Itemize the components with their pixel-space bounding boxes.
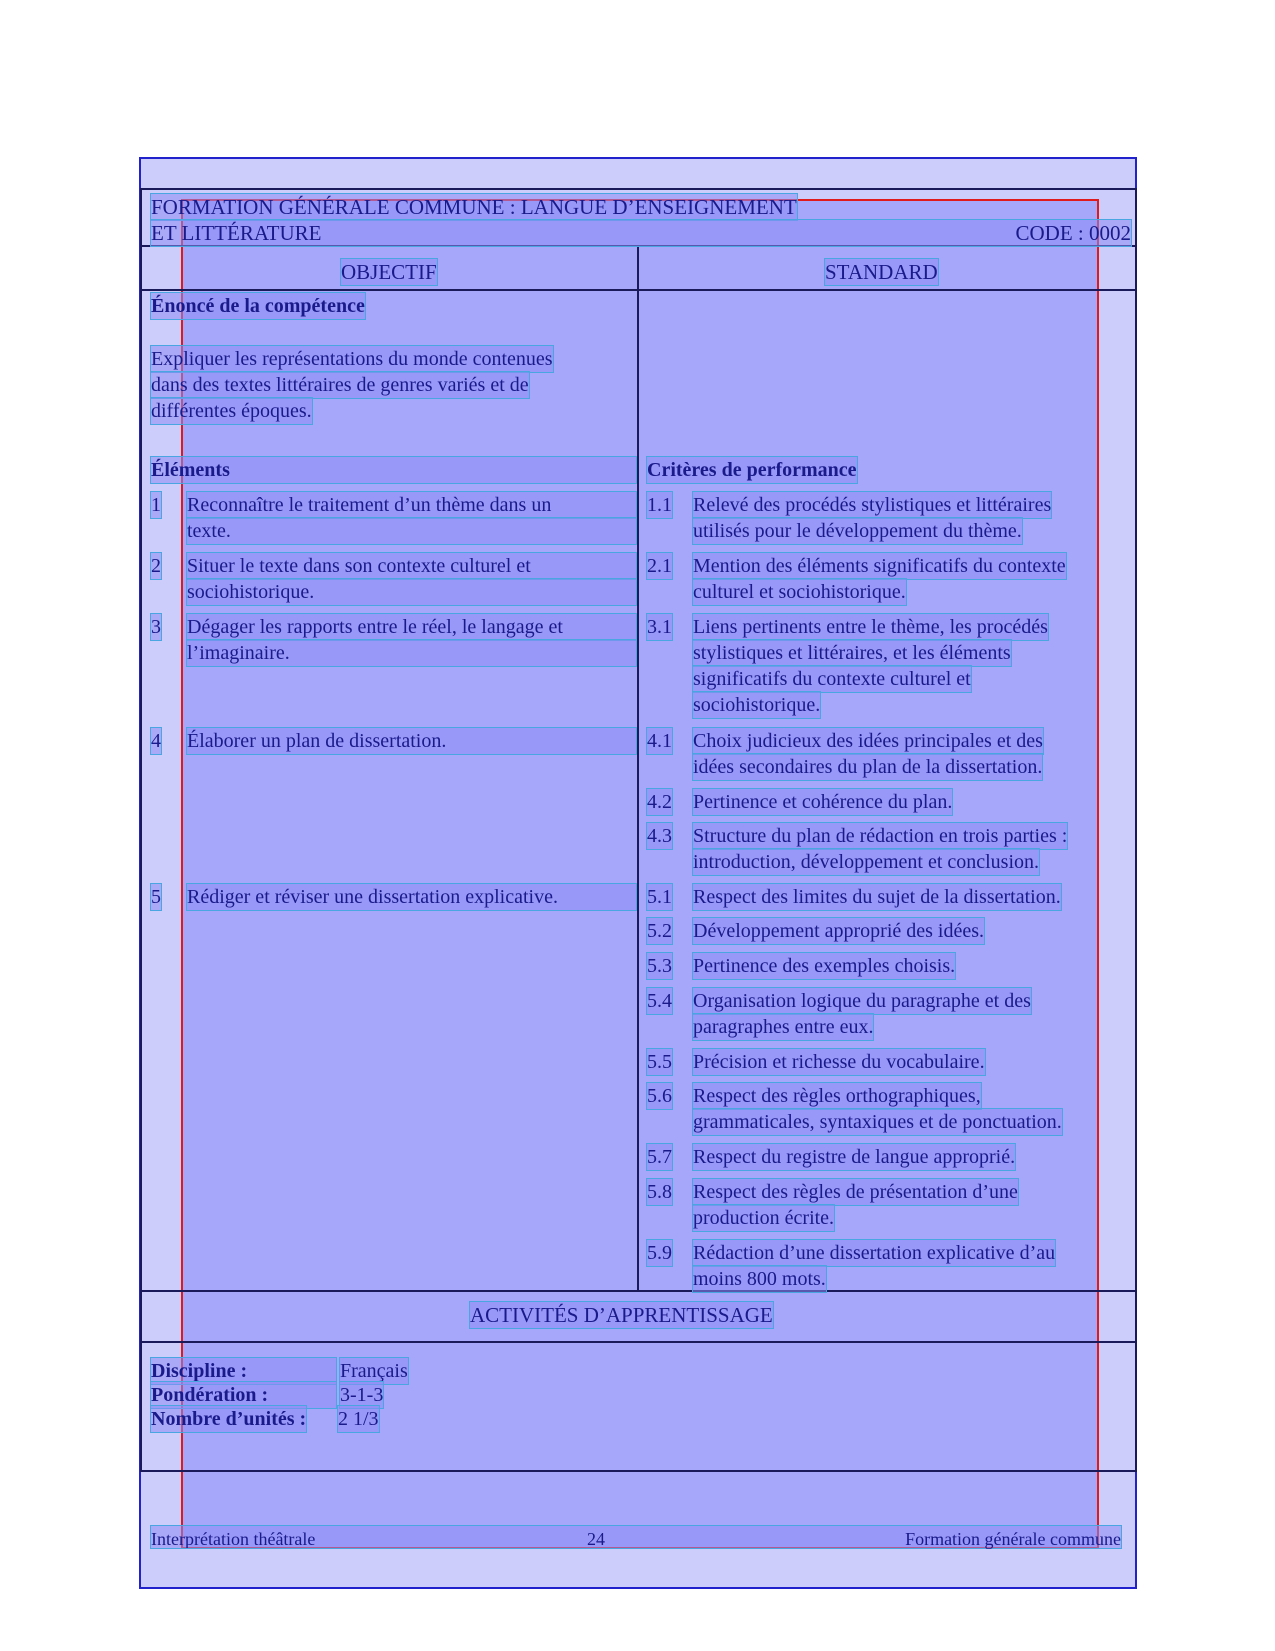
element-text: Reconnaître le traitement d’un thème dans un (187, 492, 636, 518)
competence-line: différentes époques. (151, 400, 312, 422)
criterion-number: 5.2 (647, 920, 672, 942)
criterion-text: Développement approprié des idées. (693, 920, 985, 942)
element-number: 5 (151, 886, 161, 908)
criterion-number: 5.6 (647, 1085, 672, 1107)
criterion-text: Pertinence et cohérence du plan. (693, 791, 953, 813)
units-label: Nombre d’unités : (151, 1408, 307, 1430)
criterion-text: Respect des règles orthographiques, (693, 1085, 981, 1107)
criterion-text: significatifs du contexte culturel et (693, 668, 971, 690)
criterion-text: Pertinence des exemples choisis. (693, 955, 956, 977)
criterion-text: Choix judicieux des idées principales et des (693, 730, 1043, 752)
element-number: 2 (151, 555, 161, 577)
element-text: Élaborer un plan de dissertation. (187, 728, 636, 754)
criterion-number: 5.9 (647, 1242, 672, 1264)
criterion-number: 1.1 (647, 494, 672, 516)
criterion-text: grammaticales, syntaxiques et de ponctuation. (693, 1111, 1062, 1133)
criterion-number: 5.8 (647, 1181, 672, 1203)
element-text: sociohistorique. (187, 579, 636, 605)
element-text: Dégager les rapports entre le réel, le langage et (187, 614, 636, 640)
criterion-text: Liens pertinents entre le thème, les procédés (693, 616, 1048, 638)
elements-heading: Éléments (151, 457, 636, 483)
criterion-number: 4.3 (647, 825, 672, 847)
discipline-label: Discipline : (151, 1358, 336, 1384)
element-text: Situer le texte dans son contexte culturel et (187, 553, 636, 579)
column-header-objectif: OBJECTIF (341, 260, 437, 284)
criterion-number: 4.1 (647, 730, 672, 752)
criterion-number: 5.4 (647, 990, 672, 1012)
column-divider (637, 245, 639, 1290)
element-text: Rédiger et réviser une dissertation explicative. (187, 884, 636, 910)
page-number: 24 (587, 1529, 605, 1549)
criterion-number: 5.3 (647, 955, 672, 977)
title-line-2: ET LITTÉRATURE (151, 221, 322, 245)
criterion-text: moins 800 mots. (693, 1268, 826, 1290)
course-code: CODE : 0002 (1015, 221, 1131, 245)
criterion-text: Structure du plan de rédaction en trois parties : (693, 825, 1068, 847)
criterion-text: sociohistorique. (693, 694, 821, 716)
criterion-number: 5.5 (647, 1051, 672, 1073)
criterion-number: 4.2 (647, 791, 672, 813)
criterion-text: Précision et richesse du vocabulaire. (693, 1051, 985, 1073)
ponderation-value: 3-1-3 (340, 1384, 384, 1406)
units-value: 2 1/3 (338, 1408, 379, 1430)
criterion-number: 2.1 (647, 555, 672, 577)
criterion-text: paragraphes entre eux. (693, 1016, 874, 1038)
criterion-text: culturel et sociohistorique. (693, 581, 906, 603)
element-text: l’imaginaire. (187, 640, 636, 666)
activities-heading: ACTIVITÉS D’APPRENTISSAGE (470, 1303, 773, 1327)
page-footer (151, 1526, 1121, 1548)
document-title: FORMATION GÉNÉRALE COMMUNE : LANGUE D’ENSEIGNEMENT (151, 195, 797, 219)
competence-line: Expliquer les représentations du monde contenues (151, 348, 553, 370)
criterion-number: 5.1 (647, 886, 672, 908)
criterion-text: Respect des règles de présentation d’une (693, 1181, 1018, 1203)
element-number: 1 (151, 494, 161, 516)
divider (140, 1290, 1137, 1292)
discipline-value: Français (340, 1360, 408, 1382)
criterion-text: Organisation logique du paragraphe et des (693, 990, 1031, 1012)
footer-right: Formation générale commune (905, 1529, 1121, 1549)
footer-left: Interprétation théâtrale (151, 1529, 316, 1549)
element-text: texte. (187, 518, 636, 544)
criterion-text: Respect du registre de langue approprié. (693, 1146, 1016, 1168)
column-header-standard: STANDARD (825, 260, 938, 284)
competence-heading: Énoncé de la compétence (151, 295, 365, 317)
criterion-text: stylistiques et littéraires, et les éléments (693, 642, 1011, 664)
criterion-number: 5.7 (647, 1146, 672, 1168)
element-number: 4 (151, 730, 161, 752)
criterion-text: idées secondaires du plan de la dissertation. (693, 756, 1043, 778)
criterion-text: Mention des éléments significatifs du contexte (693, 555, 1066, 577)
ponderation-label: Pondération : (151, 1382, 336, 1408)
criterion-text: Relevé des procédés stylistiques et littéraires (693, 494, 1052, 516)
criterion-text: utilisés pour le développement du thème. (693, 520, 1022, 542)
criterion-text: Rédaction d’une dissertation explicative d’au (693, 1242, 1056, 1264)
criterion-text: production écrite. (693, 1207, 835, 1229)
criteria-heading: Critères de performance (647, 459, 857, 481)
criterion-text: introduction, développement et conclusion. (693, 851, 1040, 873)
criterion-number: 3.1 (647, 616, 672, 638)
document-subtitle (151, 220, 1131, 246)
element-number: 3 (151, 616, 161, 638)
criterion-text: Respect des limites du sujet de la dissertation. (693, 886, 1061, 908)
competence-line: dans des textes littéraires de genres variés et de (151, 374, 529, 396)
divider (140, 1341, 1137, 1343)
